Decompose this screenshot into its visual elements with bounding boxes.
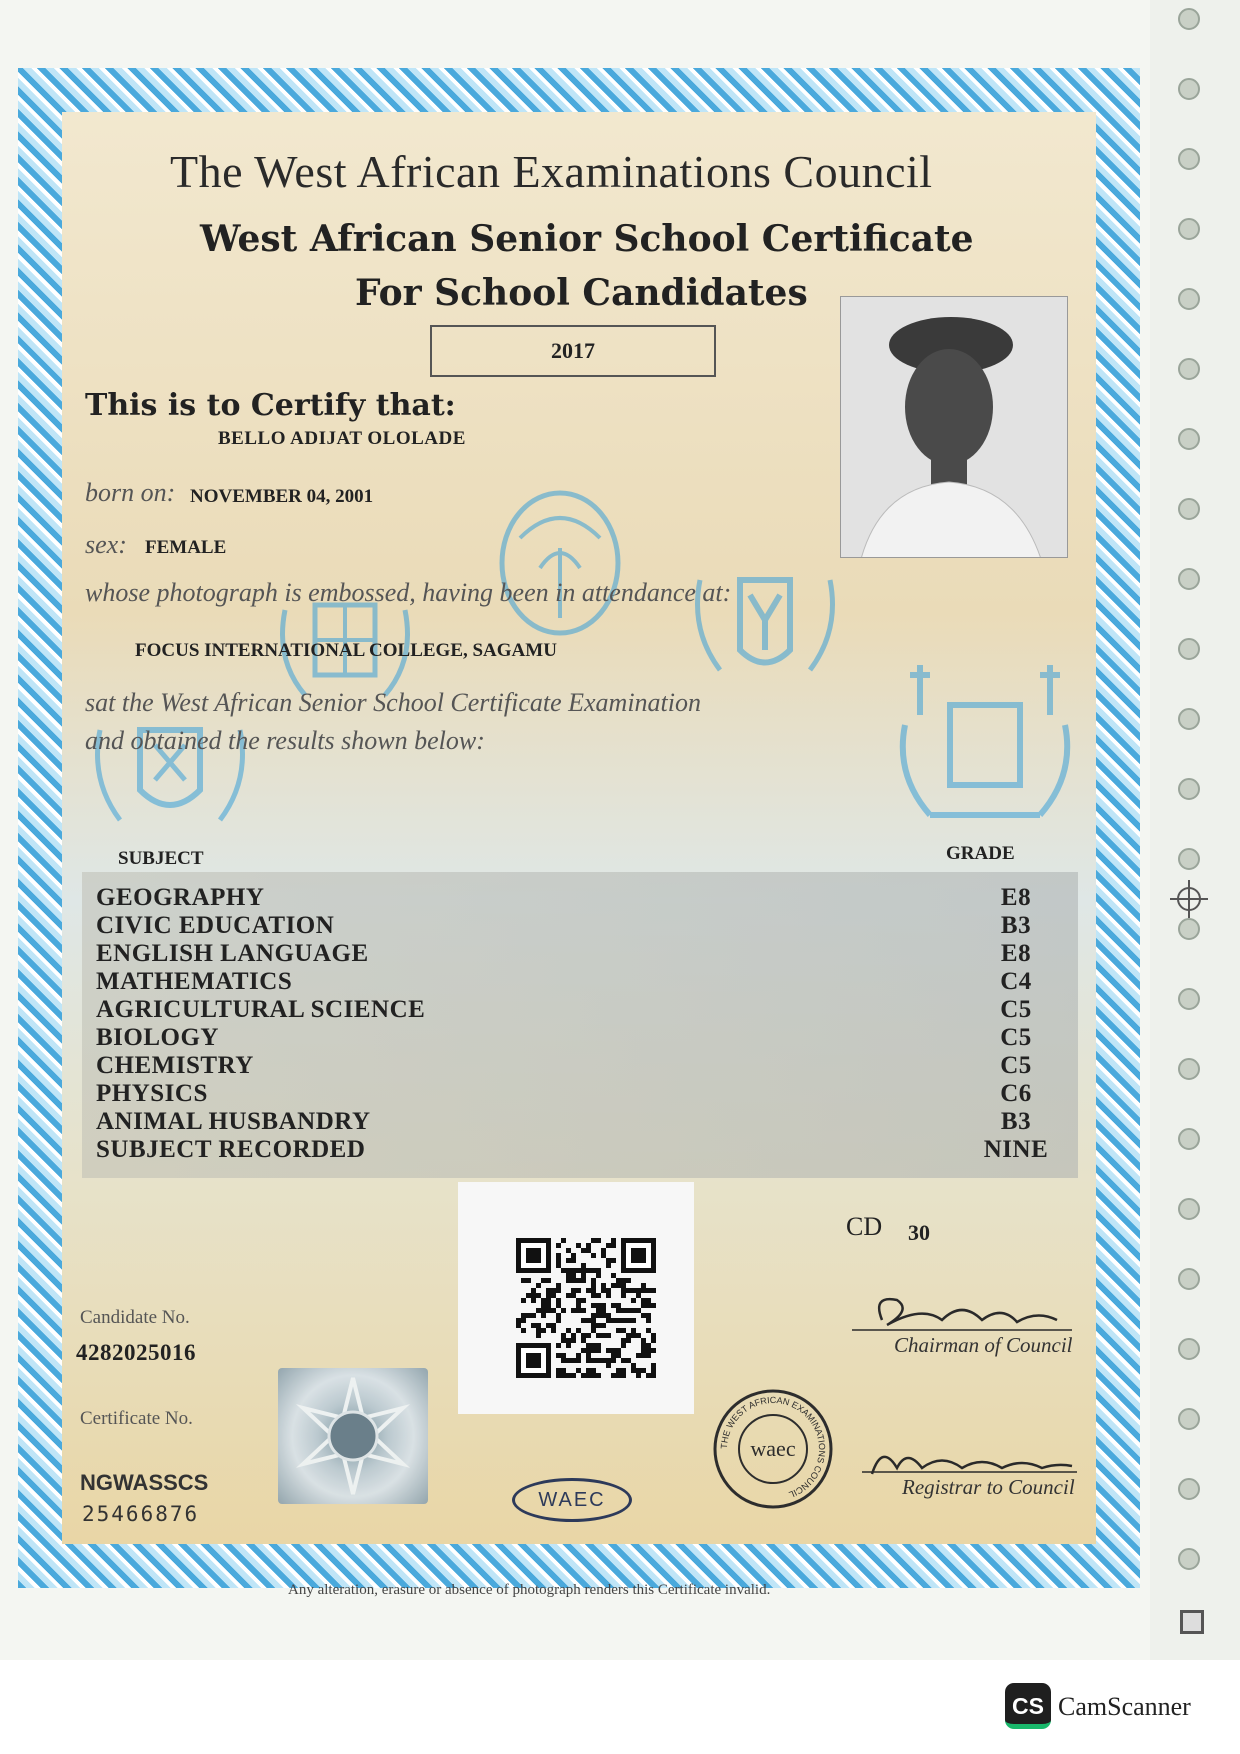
candidate-name: BELLO ADIJAT OLOLADE (218, 428, 466, 449)
waec-oval-mark: WAEC (512, 1478, 632, 1522)
perforation-hole (1178, 1548, 1200, 1570)
cd-value: 30 (908, 1220, 930, 1245)
subject-name: SUBJECT RECORDED (96, 1136, 366, 1163)
sex-value: FEMALE (145, 537, 227, 558)
perforation-hole (1178, 988, 1200, 1010)
grade-header: GRADE (946, 843, 1015, 864)
camscanner-logo-icon: CS (1005, 1683, 1051, 1729)
subject-grade: C5 (1000, 996, 1032, 1023)
perforation-hole (1178, 1478, 1200, 1500)
candidate-photo (840, 296, 1068, 558)
svg-text:waec: waec (750, 1436, 796, 1461)
sat-exam-text: sat the West African Senior School Certificate Examination (85, 688, 701, 717)
waec-seal-icon (712, 1388, 834, 1510)
certify-label: This is to Certify that: (85, 388, 456, 423)
liberia-crest-icon (480, 478, 640, 638)
subject-grade: C4 (1000, 968, 1032, 995)
date-of-birth: NOVEMBER 04, 2001 (190, 486, 374, 507)
perforation-hole (1178, 358, 1200, 380)
perforation-hole (1178, 1058, 1200, 1080)
nigeria-crest-icon (680, 540, 850, 700)
results-table (96, 884, 1056, 1164)
registrar-label: Registrar to Council (902, 1475, 1075, 1499)
subject-name: CIVIC EDUCATION (96, 912, 335, 939)
perforation-hole (1178, 288, 1200, 310)
camscanner-name: CamScanner (1058, 1692, 1191, 1721)
perforation-hole (1178, 1268, 1200, 1290)
perforation-hole (1178, 218, 1200, 240)
perforation-hole (1178, 1198, 1200, 1220)
subject-grade: C5 (1000, 1052, 1032, 1079)
hologram-sticker-icon (278, 1368, 428, 1504)
candidate-no-label: Candidate No. (80, 1307, 190, 1328)
school-name: FOCUS INTERNATIONAL COLLEGE, SAGAMU (135, 640, 557, 661)
perforation-hole (1178, 498, 1200, 520)
result-row (96, 912, 1056, 940)
perforation-hole (1178, 568, 1200, 590)
subject-grade: C6 (1000, 1080, 1032, 1107)
subject-grade: B3 (1000, 1108, 1032, 1135)
subject-grade: C5 (1000, 1024, 1032, 1051)
subject-name: AGRICULTURAL SCIENCE (96, 996, 426, 1023)
subject-name: GEOGRAPHY (96, 884, 265, 911)
cd-label: CD (846, 1212, 883, 1241)
result-row (96, 1080, 1056, 1108)
subject-grade: E8 (1000, 940, 1032, 967)
perforation-hole (1178, 1338, 1200, 1360)
subject-name: CHEMISTRY (96, 1052, 254, 1079)
attendance-text: whose photograph is embossed, having been in attendance at: (85, 578, 732, 607)
result-row (96, 1108, 1056, 1136)
result-row (96, 996, 1056, 1024)
perforation-hole (1178, 848, 1200, 870)
exam-year: 2017 (430, 325, 716, 377)
certificate-prefix: NGWASSCS (80, 1470, 209, 1495)
result-row (96, 884, 1056, 912)
qr-code-icon (516, 1238, 656, 1378)
result-row (96, 1136, 1056, 1164)
corner-mark-icon (1180, 1610, 1204, 1634)
sex-label: sex: (85, 530, 127, 559)
subject-name: ENGLISH LANGUAGE (96, 940, 369, 967)
perforation-hole (1178, 8, 1200, 30)
perforation-hole (1178, 78, 1200, 100)
svg-text:THE WEST AFRICAN EXAMINATIONS: THE WEST AFRICAN EXAMINATIONS COUNCIL (718, 1394, 828, 1500)
validity-note: Any alteration, erasure or absence of photograph renders this Certificate invalid. (288, 1582, 771, 1598)
certificate-no-label: Certificate No. (80, 1408, 193, 1429)
subject-grade: E8 (1000, 884, 1032, 911)
result-row (96, 1052, 1056, 1080)
chairman-label: Chairman of Council (894, 1333, 1073, 1357)
registration-mark-icon (1170, 880, 1208, 918)
certificate-title-line1: West African Senior School Certificate (200, 218, 974, 260)
perforation-hole (1178, 638, 1200, 660)
subject-grade: B3 (1000, 912, 1032, 939)
perforation-hole (1178, 918, 1200, 940)
certificate-no: 25466876 (82, 1502, 200, 1526)
subject-name: ANIMAL HUSBANDRY (96, 1108, 371, 1135)
gambia-crest-icon (80, 700, 260, 840)
perforation-hole (1178, 708, 1200, 730)
perforation-hole (1178, 428, 1200, 450)
perforation-hole (1178, 778, 1200, 800)
candidate-no: 4282025016 (76, 1340, 196, 1365)
subject-name: MATHEMATICS (96, 968, 293, 995)
result-row (96, 1024, 1056, 1052)
result-row (96, 940, 1056, 968)
sierra-leone-crest-icon (890, 655, 1080, 835)
perforation-hole (1178, 148, 1200, 170)
certificate-title-line2: For School Candidates (355, 272, 808, 314)
subject-grade: NINE (983, 1136, 1049, 1163)
subject-name: PHYSICS (96, 1080, 208, 1107)
subject-header: SUBJECT (118, 848, 204, 869)
result-row (96, 968, 1056, 996)
council-name: The West African Examinations Council (170, 146, 933, 197)
subject-name: BIOLOGY (96, 1024, 219, 1051)
perforation-hole (1178, 1408, 1200, 1430)
obtained-results-text: and obtained the results shown below: (85, 726, 485, 755)
born-label: born on: (85, 478, 176, 507)
perforation-hole (1178, 1128, 1200, 1150)
